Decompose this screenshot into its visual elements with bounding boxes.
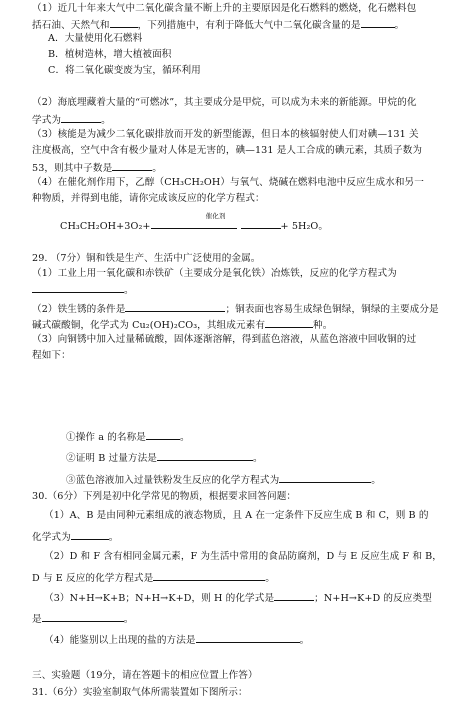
q29-step3 [66,473,381,487]
q28-p1-text-c: 。 [394,20,405,31]
q29-p1-line2 [32,283,134,297]
answer-blank[interactable] [32,283,124,293]
answer-blank[interactable] [151,219,195,229]
q28-p3-text-a: 53，则其中子数是 [32,163,113,174]
q30-p1-text-a: 化学式为 [32,532,71,543]
q29-p2-line2 [32,318,332,332]
answer-blank[interactable] [125,302,225,312]
q28-p3-line3 [32,161,162,175]
q29-step2-text: ②证明 B 过量方法是 [66,453,157,464]
q28-p3-line2: 注度极高，空气中含有极少量对人体是无害的，碘—131 是人工合成的碘元素，其质子数为 [32,145,423,156]
answer-blank[interactable] [157,451,253,461]
answer-blank[interactable] [265,318,313,328]
q30-p3-text-b: ；N+H→K+D 的反应类型 [314,593,432,604]
q28-p3-text-b: 。 [152,163,162,174]
q29-p2-text-b: ；铜表面也容易生成绿色铜绿，铜绿的主要成分是 [225,304,439,315]
q28-option-b: B．植树造林，增大植被面积 [48,49,172,60]
q29-p2-text-a: （2）铁生锈的条件是 [32,304,126,315]
q28-p2-text-b: 。 [101,115,111,126]
q28-option-a: A．大量使用化石燃料 [48,33,143,44]
catalyst-arrow [195,212,237,229]
answer-blank[interactable] [153,571,265,581]
q29-p1-end: 。 [124,285,134,296]
q30-p3-text-c: 是 [32,614,42,625]
answer-blank[interactable] [361,18,395,28]
q28-p2-line1: （2）海底埋藏着大量的“可燃冰”，其主要成分是甲烷，可以成为未来的新能源。甲烷的化 [32,97,417,108]
q30-p3-text-a: （3）N+H→K+B；N+H→K+D，则 H 的化学式是 [44,593,275,604]
q30-p2-text-b: 。 [265,573,275,584]
answer-blank[interactable] [241,219,281,229]
q29-p2-text-c: 碱式碳酸铜，化学式为 Cu₂(OH)₂CO₃，其组成元素有 [32,320,266,331]
q29-step1-text: ①操作 a 的名称是 [66,432,146,443]
q28-p1-text-a: 括石油、天然气和 [32,20,110,31]
answer-blank[interactable] [112,161,152,171]
answer-blank[interactable] [196,633,300,643]
q29-step1 [66,430,190,444]
answer-blank[interactable] [146,430,180,440]
answer-blank[interactable] [71,530,109,540]
q29-step2 [66,451,263,465]
q29-p3-line1: （3）向铜锈中加入过量稀硫酸，固体逐渐溶解，得到蓝色溶液，从蓝色溶液中回收铜的过 [32,334,417,345]
q28-p1-line1: （1）近几十年来大气中二氧化碳含量不断上升的主要原因是化石燃料的燃烧，化石燃料包 [32,3,417,14]
q29-title: 29. （7分）铜和铁是生产、生活中广泛使用的金属。 [32,253,261,264]
q30-title: 30.（6分）下列是初中化学常见的物质，根据要求回答问题： [32,491,297,502]
q29-p2-text-d: 种。 [313,320,333,331]
q28-p2-text-a: 学式为 [32,115,62,126]
q28-p4-line2: 种物质，并得到电能，请你完成该反应的化学方程式： [32,193,265,204]
catalyst-label: 催化剂 [205,212,226,220]
answer-blank[interactable] [42,612,124,622]
q29-p1-line1: （1）工业上用一氧化碳和赤铁矿（主要成分是氧化铁）冶炼铁，反应的化学方程式为 [32,268,397,279]
q28-equation [60,212,329,233]
q29-p2-line1 [32,302,439,316]
q30-p2-line1: （2）D 和 F 含有相同金属元素，F 为生活中常用的食品防腐剂，D 与 E 反应生成 F 和 B， [44,551,443,562]
answer-blank[interactable] [61,113,101,123]
answer-blank[interactable] [110,18,138,28]
equation-right: + 5H₂O。 [280,221,329,232]
q28-p3-line1: （3）核能是为减少二氧化碳排放而开发的新型能源，但日本的核辐射使人们对碘—131 关 [32,129,419,140]
q30-p2-line2 [32,571,275,585]
section3-title: 三、实验题（19分，请在答题卡的相应位置上作答） [32,670,258,681]
answer-blank[interactable] [274,591,314,601]
q28-p1-text-b: ，下列措施中，有利于降低大气中二氧化碳含量的是 [137,20,361,31]
q28-p1-line2 [32,18,404,32]
q30-p3-line2 [32,612,133,626]
q28-p4-line1: （4）在催化剂作用下，乙醇（CH₃CH₂OH）与氧气、烧碱在燃料电池中反应生成水和另一 [32,177,424,188]
q30-p1-line2 [32,530,118,544]
q28-option-c: C．将二氧化碳变废为宝，循环利用 [48,65,201,76]
q30-p1-text-b: 。 [108,532,119,543]
q29-p3-line2: 程如下： [32,350,71,361]
q29-step2-end: 。 [253,453,263,464]
q29-step3-end: 。 [371,475,381,486]
answer-blank[interactable] [279,473,371,483]
q30-p4-text-a: （4）能鉴别以上出现的盐的方法是 [44,635,196,646]
equation-left: CH₃CH₂OH+3O₂+ [60,221,151,232]
q30-p4-line1 [44,633,309,647]
q30-p2-text-a: D 与 E 反应的化学方程式是 [32,573,154,584]
q30-p3-line1 [44,591,432,605]
q30-p4-text-b: 。 [299,635,310,646]
q30-p3-text-d: 。 [123,614,134,625]
q31-title: 31.（6分）实验室制取气体所需装置如下图所示： [32,687,248,698]
q30-p1-line1: （1）A、B 是由同种元素组成的液态物质，且 A 在一定条件下反应生成 B 和 C，则 B 的 [44,510,429,521]
q29-step3-text: ③蓝色溶液加入过量铁粉发生反应的化学方程式为 [66,475,280,486]
q29-step1-end: 。 [179,432,190,443]
q28-p2-line2 [32,113,111,127]
